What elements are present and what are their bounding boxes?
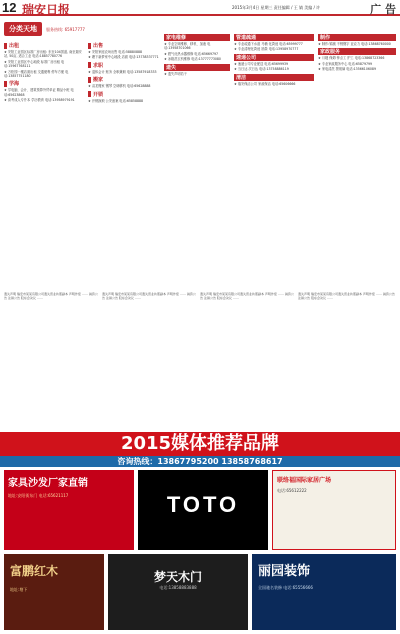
category-header: 遗失 bbox=[164, 64, 230, 71]
ad-lianluofu[interactable] bbox=[272, 470, 396, 550]
ad-mengtian[interactable] bbox=[108, 554, 248, 630]
ad-line: ★ 退休会计 账务 全职兼职 电话:13587918333 bbox=[88, 69, 157, 74]
category-header: 制作 bbox=[318, 34, 396, 41]
ad-line: ★ 学电脑、会计、建筑预算外贸单证 精品小班 电话:65623868 bbox=[4, 88, 74, 97]
ad-line: ★ 专业家政服务中心 电话:65879799 bbox=[318, 61, 373, 66]
section-title: 广 告 bbox=[370, 3, 396, 16]
classified-col-2 bbox=[88, 40, 160, 104]
category-header: 管道疏通 bbox=[234, 34, 314, 41]
ad-liyuan[interactable] bbox=[252, 554, 396, 630]
ad-title: 富鹏红木 bbox=[10, 564, 59, 578]
ad-subtitle: 地址:安阳街东门 电话:65621117 bbox=[8, 493, 69, 498]
ad-subtitle: 电话:65612222 bbox=[277, 488, 307, 493]
ad-line: ★ 家电清洗 擦玻璃 电话:13566106089 bbox=[318, 67, 376, 72]
category-header: 家电维修 bbox=[164, 34, 230, 41]
category-header: 出售 bbox=[88, 42, 160, 49]
ad-line: ★ 高考成人专升本 学历教育 电话:13958979191 bbox=[4, 98, 75, 103]
ad-title: 联络福国际家居广场 bbox=[277, 477, 332, 484]
ad-fupeng[interactable] bbox=[4, 554, 104, 630]
ad-title: 梦天木门 bbox=[153, 570, 202, 584]
ad-line: ★ 安阳工业园区中心地段 标准厂房出租 电话:15967768111 bbox=[4, 59, 65, 69]
ad-line: ★ 月嫂 保姆 钟点工 护工 电话:13868723366 bbox=[318, 56, 385, 61]
ad-line: ★ 当日达 次日达 电话:13758886119 bbox=[234, 67, 289, 72]
ad-subtitle: 电话:13858883888 bbox=[159, 585, 197, 590]
media-brand-banner: 2015媒体推荐品牌 bbox=[0, 432, 400, 456]
classified-col-1 bbox=[4, 40, 84, 104]
ad-line: ★ 专业空调维修、移机、加液 电话:13958701066 bbox=[164, 42, 211, 51]
ad-title: 家具沙发厂家直销 bbox=[8, 478, 88, 489]
ad-line: ★ 遗失声明若干 bbox=[164, 71, 187, 76]
ad-line: ★ 万松园一楼店面出租 交通便利 停车方便 电话:13857751180 bbox=[4, 69, 69, 79]
ad-line: ★ 冰箱洗衣机维修 电话:13777773080 bbox=[164, 57, 221, 62]
ad-line: ★ 速递公司专业配送 电话:65699939 bbox=[234, 61, 289, 66]
ad-line: ★ 瑞安保洁公司 家政保洁 电话:65606666 bbox=[234, 81, 296, 86]
classified-col-3 bbox=[164, 32, 230, 77]
category-header: 家政服务 bbox=[318, 48, 396, 55]
category-header: 搬家 bbox=[88, 76, 160, 83]
page-number: 12 bbox=[2, 0, 17, 15]
category-header: 速递公司 bbox=[234, 54, 314, 61]
classified-col-4 bbox=[234, 32, 314, 87]
banner-hotline: 咨询热线：13867795200 13858768617 bbox=[0, 456, 400, 467]
notice-column: 遗失声明 瑞安市某某有限公司遗失营业执照副本 声明作废 …… 减资公告 注销公告 股东会决议 …… bbox=[200, 292, 294, 301]
notice-column: 遗失声明 瑞安市某某有限公司遗失营业执照副本 声明作废 …… 减资公告 注销公告 股东会决议 …… bbox=[4, 292, 98, 301]
classified-hotline: 服务热线: 65917777 bbox=[46, 27, 85, 32]
ad-line: ★ 塘下新梦家中心地段 店面 电话:13738337771 bbox=[88, 55, 159, 60]
ad-sofa[interactable] bbox=[4, 470, 134, 550]
issue-meta: 2015年3月4日 星期三 责任编辑 / 王 婧 美编 / 许 bbox=[232, 5, 321, 10]
ad-subtitle: 地址:塘下 bbox=[10, 587, 28, 592]
ad-line: ★ 燃气灶热水器维修 电话:65669797 bbox=[164, 51, 219, 56]
ad-line: ★ 制作:锦旗 不锈钢字 亚克力 电话:13868760000 bbox=[318, 42, 391, 46]
ad-line: ★ 专业疏通下水道 马桶 化粪池 电话:65999777 bbox=[234, 42, 303, 46]
legal-notices bbox=[0, 292, 400, 432]
ad-line: ★ 双龙搬家 钢琴 空调移机 电话:65628888 bbox=[88, 84, 151, 89]
category-header: 求职 bbox=[88, 62, 160, 69]
notice-column: 遗失声明 瑞安市某某有限公司遗失营业执照副本 声明作废 …… 减资公告 注销公告 股东会决议 …… bbox=[102, 292, 196, 301]
ad-line: ★ 专业清理化粪池 抽粪 电话:13958970777 bbox=[234, 47, 299, 52]
ad-toto[interactable] bbox=[138, 470, 268, 550]
ad-title: 丽园装饰 bbox=[258, 564, 311, 579]
ad-title: TOTO bbox=[166, 492, 240, 517]
category-header: 出租 bbox=[4, 42, 84, 49]
category-header: 清洁 bbox=[234, 74, 314, 81]
newspaper-logo: 瑞安日报 bbox=[22, 3, 71, 17]
page-header bbox=[0, 0, 400, 16]
classified-col-5 bbox=[318, 32, 396, 73]
ad-line: ★ 开锁换锁 公安备案 电话:65858888 bbox=[88, 98, 144, 103]
category-header: 开锁 bbox=[88, 91, 160, 98]
notice-column: 遗失声明 瑞安市某某有限公司遗失营业执照副本 声明作废 …… 减资公告 注销公告 股东会决议 …… bbox=[298, 292, 395, 301]
ad-subtitle: 全国驰名装修 电话:65556666 bbox=[258, 585, 313, 590]
ad-line: ★ 安阳工业园区标准厂房出租: 东至104国道, 南至瑞安站, 50亩, 适合工业 电话:18857780776 bbox=[4, 50, 82, 59]
ad-line: ★ 安阳家庭农场出售 电话:58880888 bbox=[88, 50, 143, 54]
category-header: 学海 bbox=[4, 80, 84, 87]
classified-title: 分类天地 bbox=[4, 22, 42, 36]
